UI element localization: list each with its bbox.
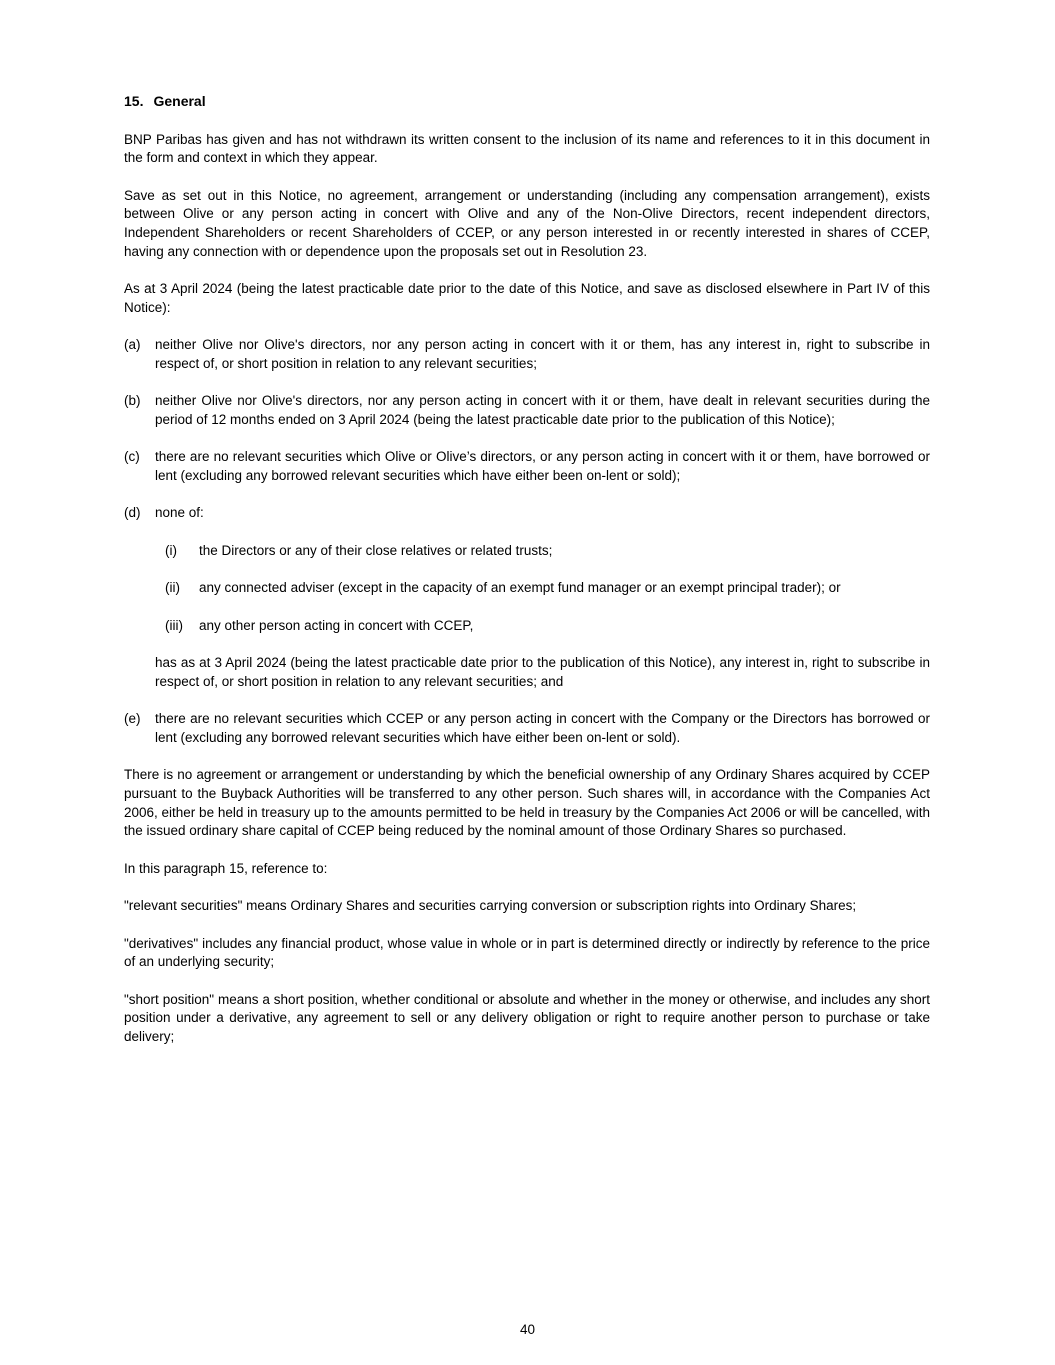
paragraph-no-agreement: There is no agreement or arrangement or understanding by which the beneficial ownership of any Ordinary Shares acquired by CCEP pursuant to the Buyback Authorities will be transferred to any other person. Such shares will, in accordance with the Companies Act 2006, either be held in treasury up to the amounts permitted to be held in treasury by the Companies Act 2006 or will be cancelled, with the issued ordinary share capital of CCEP being reduced by the nominal amount of those Ordinary Shares so purchased.: [124, 767, 930, 839]
list-marker-c: (c): [124, 449, 140, 465]
list-text-b: neither Olive nor Olive's directors, nor any person acting in concert with it or them, have dealt in relevant securities during the period of 12 months ended on 3 April 2024 (being the latest practicable date prior to the publication of this Notice);: [155, 393, 930, 427]
list-text-d: none of:: [155, 505, 204, 521]
section-heading: [124, 92, 930, 111]
list-item-b: [124, 392, 930, 429]
paragraph-consent: BNP Paribas has given and has not withdrawn its written consent to the inclusion of its name and references to it in this document in the form and context in which they appear.: [124, 131, 930, 166]
list-item-d: [124, 504, 930, 523]
definition-short-position: "short position" means a short position, whether conditional or absolute and whether in the money or otherwise, and includes any short position under a derivative, any agreement to sell or any delivery obligation or right to require another person to purchase or take delivery;: [124, 991, 930, 1044]
sublist-text-i: the Directors or any of their close relatives or related trusts;: [199, 542, 553, 558]
list-marker-e: (e): [124, 711, 141, 727]
definition-derivatives: "derivatives" includes any financial product, whose value in whole or in part is determined directly or indirectly by reference to the price of an underlying security;: [124, 935, 930, 970]
definition-relevant-securities: "relevant securities" means Ordinary Shares and securities carrying conversion or subscription rights into Ordinary Shares;: [124, 898, 857, 914]
list-marker-d: (d): [124, 505, 141, 521]
sublist-item-iii: [124, 617, 930, 636]
sublist-marker-ii: (ii): [165, 580, 180, 596]
paragraph-save-as-set-out: Save as set out in this Notice, no agreement, arrangement or understanding (including any compensation arrangement), exists between Olive or any person acting in concert with Olive and any of the Non-Olive Directors, recent independent directors, Independent Shareholders or recent Shareholders of CCEP, or any person interested in or recently interested in shares of CCEP, having any connection with or dependence upon the proposals set out in Resolution 23.: [124, 187, 930, 259]
section-title: General: [153, 93, 206, 109]
section-number: 15.: [124, 93, 144, 109]
list-item-c: [124, 448, 930, 485]
list-item-e: [124, 710, 930, 747]
sublist-text-ii: any connected adviser (except in the capacity of an exempt fund manager or an exempt principal trader); or: [199, 580, 841, 596]
list-text-a: neither Olive nor Olive's directors, nor any person acting in concert with it or them, has any interest in, right to subscribe in respect of, or short position in relation to any relevant securities;: [155, 337, 930, 371]
list-marker-b: (b): [124, 393, 141, 409]
sublist-item-i: [124, 542, 930, 561]
paragraph-reference: In this paragraph 15, reference to:: [124, 860, 328, 876]
sublist-marker-i: (i): [165, 542, 177, 558]
list-item-a: [124, 336, 930, 373]
list-marker-a: (a): [124, 337, 141, 353]
paragraph-as-at-date: As at 3 April 2024 (being the latest practicable date prior to the date of this Notice, and save as disclosed elsewhere in Part IV of this Notice):: [124, 281, 930, 315]
list-item-d-continuation: has as at 3 April 2024 (being the latest practicable date prior to the publication of this Notice), any interest in, right to subscribe in respect of, or short position in relation to any relevant securities; and: [155, 655, 930, 689]
sublist-marker-iii: (iii): [165, 617, 183, 633]
sublist-item-ii: [124, 579, 930, 598]
list-text-c: there are no relevant securities which Olive or Olive’s directors, or any person acting in concert with it or them, have borrowed or lent (excluding any borrowed relevant securities which have either been on-lent or sold);: [155, 449, 930, 484]
page-number: 40: [519, 1322, 536, 1337]
list-text-e: there are no relevant securities which CCEP or any person acting in concert with the Company or the Directors has borrowed or lent (excluding any borrowed relevant securities which have either been on-lent or sold).: [155, 711, 930, 745]
sublist-text-iii: any other person acting in concert with CCEP,: [199, 617, 474, 633]
document-content: [124, 92, 930, 1065]
